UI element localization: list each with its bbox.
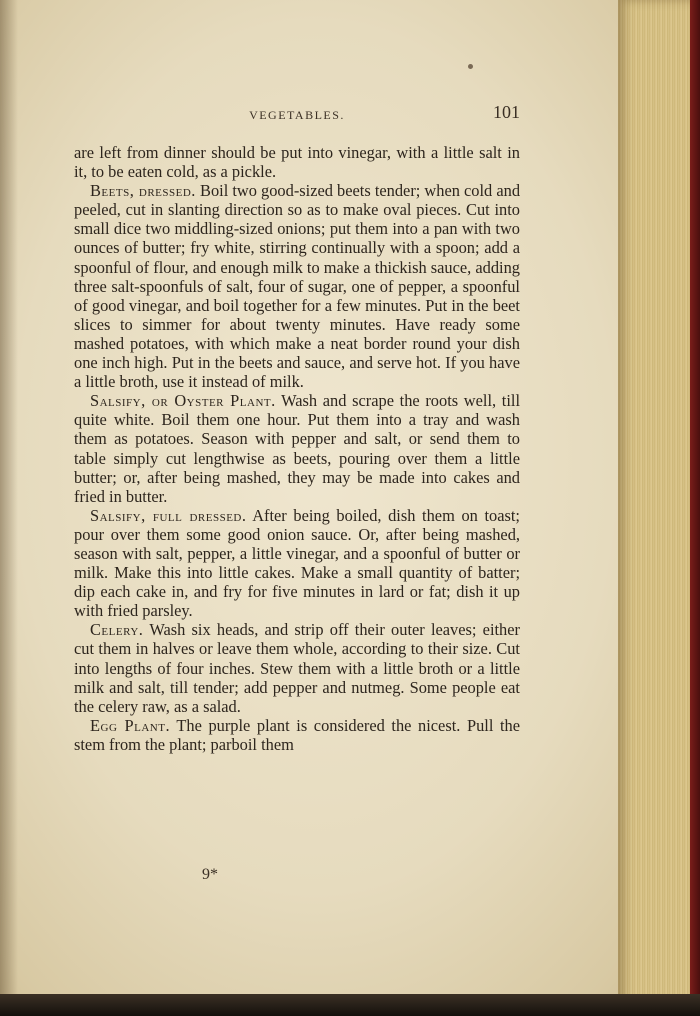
recipe-heading: Egg Plant. — [90, 715, 171, 735]
gutter-shadow — [0, 0, 18, 1016]
book-page-edges — [618, 0, 700, 1016]
recipe-salsify-oyster-plant — [74, 391, 520, 506]
recipe-text: Boil two good-sized beets tender; when cold and peeled, cut in slanting direction so as to make oval pieces. Cut into small dice two middling-sized onions; put them into a pan with two ounces of butter; fry white, stirring continually with a spoon; add a spoonful of flour, and enough milk to make a thickish sauce, adding three salt-spoonfuls of salt, four of sugar, one of pepper, a spoonful of good vinegar, and boil together for a few minutes. Put in the beet slices to simmer for about twenty minutes. Have ready some mashed potatoes, with which make a neat border round your dish one inch high. Put in the beets and sauce, and serve hot. If you have a little broth, use it instead of milk. — [74, 181, 521, 392]
recipe-text: Wash and scrape the roots well, till quite white. Boil them one hour. Put them into a tray and wash them as potatoes. Season with pepper and salt, or send them to table simply cut lengthwise as beets, pouring over them a little butter; or, after being mashed, they may be made into cakes and fried in butter. — [74, 391, 520, 506]
recipe-heading: Celery. — [90, 620, 144, 640]
recipe-beets-dressed — [74, 181, 520, 391]
recipe-text: After being boiled, dish them on toast; pour over them some good onion sauce. Or, after being mashed, season with salt, pepper, a little vinegar, and a spoonful of butter or milk. Make this into little cakes. Make a small quantity of batter; dip each cake in, and fry for five minutes in lard or fat; dish it up with fried parsley. — [74, 505, 520, 621]
recipe-heading: Salsify, or Oyster Plant. — [90, 391, 276, 411]
recipe-salsify-full-dressed — [74, 506, 520, 621]
book-bottom-edge — [0, 994, 700, 1016]
page-body — [74, 143, 520, 754]
recipe-text: Wash six heads, and strip off their outer leaves; either cut them in halves or leave them whole, according to their size. Cut into lengths of four inches. Stew them with a little broth or a little milk and salt, till tender; add pepper and nutmeg. Some people eat the celery raw, as a salad. — [74, 620, 520, 716]
recipe-celery — [74, 620, 520, 715]
recipe-egg-plant — [74, 716, 520, 754]
paper-speck — [468, 64, 473, 69]
page-header — [74, 102, 520, 126]
paragraph-continuation — [74, 143, 520, 181]
recipe-text: The purple plant is considered the nicest. Pull the stem from the plant; parboil them — [74, 715, 520, 754]
running-head: VEGETABLES. — [249, 108, 345, 122]
page-number: 101 — [493, 102, 520, 122]
paragraph-text: are left from dinner should be put into vinegar, with a little salt in it, to be eaten cold, as a pickle. — [74, 143, 520, 182]
signature-mark: 9* — [202, 866, 218, 883]
recipe-heading: Beets, dressed. — [90, 181, 196, 201]
recipe-heading: Salsify, full dressed. — [90, 505, 247, 525]
